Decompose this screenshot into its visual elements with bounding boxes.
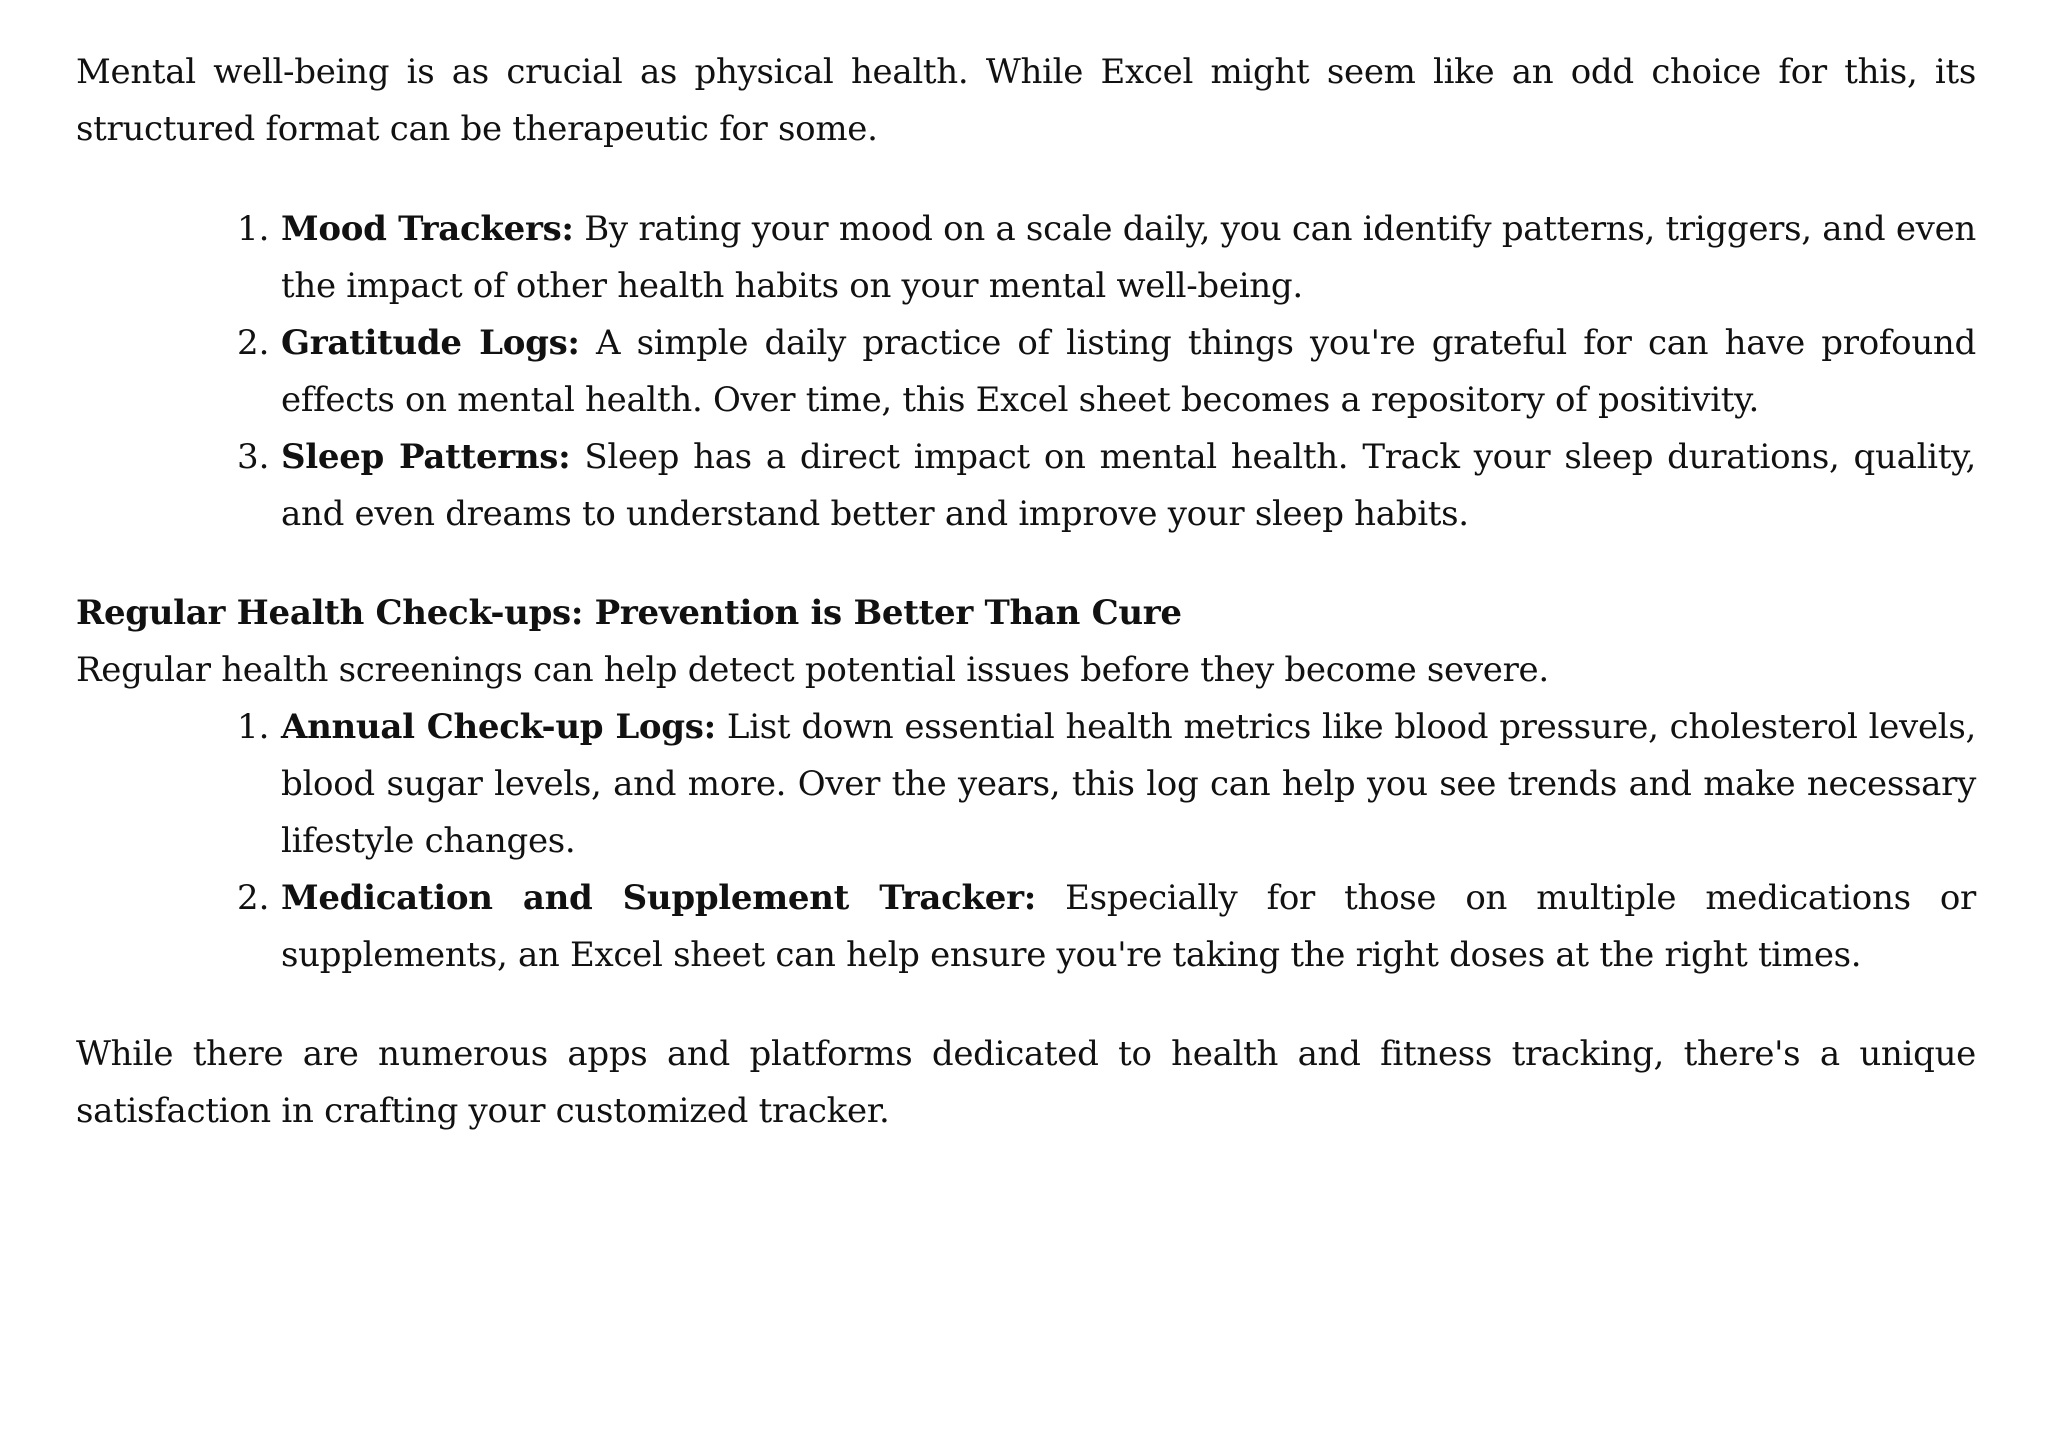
list-term: Medication and Supplement Tracker: (281, 878, 1036, 918)
closing-paragraph: While there are numerous apps and platforms dedicated to health and fitness tracking, there's a unique satisfaction in crafting your customized tracker. (76, 1034, 1976, 1131)
list-item-text (281, 315, 1976, 429)
checkups-list (76, 699, 1976, 984)
list-item-text (281, 699, 1976, 870)
list-item-text (281, 201, 1976, 315)
list-term: Gratitude Logs: (281, 323, 580, 363)
list-description: A simple daily practice of listing things you're grateful for can have profound effects on mental health. Over time, this Excel sheet becomes a repository of positivity. (281, 323, 1976, 420)
list-number: 1. (237, 209, 270, 249)
list-term: Annual Check-up Logs: (281, 707, 716, 747)
list-item (237, 699, 1977, 870)
checkups-heading: Regular Health Check-ups: Prevention is Better Than Cure (76, 593, 1182, 633)
list-term: Mood Trackers: (281, 209, 574, 249)
list-number: 3. (237, 437, 270, 477)
mental-wellbeing-intro: Mental well-being is as crucial as physical health. While Excel might seem like an odd choice for this, its structured format can be therapeutic for some. (76, 52, 1976, 149)
list-description: Especially for those on multiple medications or supplements, an Excel sheet can help ensure you're taking the right doses at the right times. (281, 878, 1976, 975)
list-number: 2. (237, 323, 270, 363)
list-item (237, 315, 1976, 429)
list-number: 2. (237, 878, 270, 918)
list-item-text (281, 429, 1976, 543)
list-description: List down essential health metrics like blood pressure, cholesterol levels, blood sugar levels, and more. Over the years, this log can help you see trends and make necessary lifestyle changes. (281, 707, 1977, 861)
list-item (237, 201, 1977, 315)
list-item (237, 870, 1976, 984)
list-number: 1. (237, 707, 270, 747)
list-item-text (281, 870, 1976, 984)
list-description: By rating your mood on a scale daily, you can identify patterns, triggers, and even the impact of other health habits on your mental well-being. (281, 209, 1977, 306)
list-item (237, 429, 1976, 543)
list-description: Sleep has a direct impact on mental health. Track your sleep durations, quality, and even dreams to understand better and improve your sleep habits. (281, 437, 1976, 534)
list-term: Sleep Patterns: (281, 437, 571, 477)
mental-health-list (76, 201, 1976, 543)
checkups-intro: Regular health screenings can help detect potential issues before they become severe. (76, 650, 1549, 690)
